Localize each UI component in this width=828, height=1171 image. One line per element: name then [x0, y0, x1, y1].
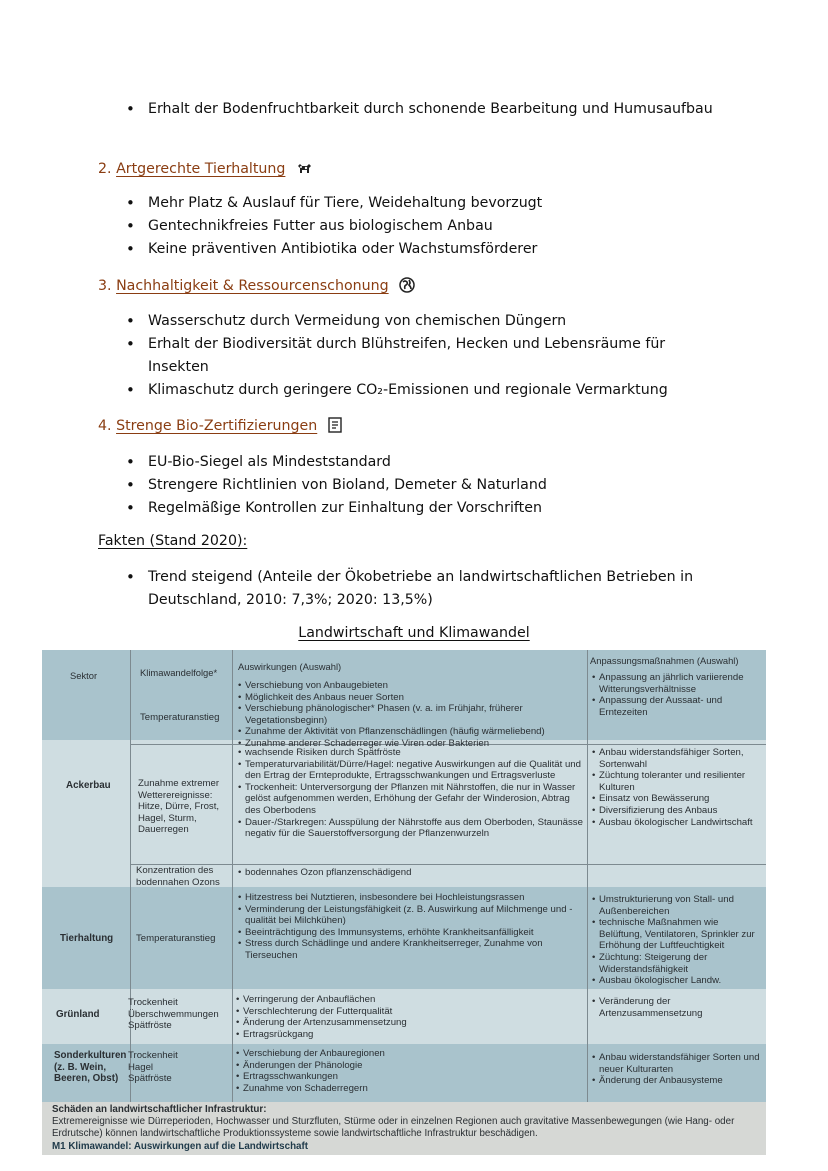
massnahmen-cell	[592, 747, 760, 828]
list-item: • EU-Bio-Siegel als Mindeststandard	[120, 451, 720, 474]
folge-cell: Temperaturanstieg	[140, 712, 220, 723]
footer-title: Schäden an landwirtschaftlicher Infrastruktur:	[52, 1104, 267, 1115]
table-row: • Stress durch Schädlinge und andere Krankheitserreger, Zunahme von Tierseuchen	[238, 938, 583, 961]
table-row: • Zunahme von Schaderregern	[236, 1083, 581, 1095]
table-row: • Ausbau ökologischer Landw.	[592, 975, 762, 987]
table-row: • Zunahme anderer Schaderreger wie Viren oder Bakterien	[238, 738, 583, 750]
massnahmen-cell	[592, 672, 760, 718]
facts-list	[120, 566, 720, 612]
table-row: • Anbau widerstandsfähiger Sorten und neuer Kulturarten	[592, 1052, 760, 1075]
table-row: • Anbau widerstandsfähiger Sorten, Sortenwahl	[592, 747, 760, 770]
table-row: • Verschiebung phänologischer* Phasen (v. a. im Frühjahr, früherer Vegetationsbeginn)	[238, 703, 583, 726]
table-row: • Änderungen der Phänologie	[236, 1060, 581, 1072]
footer-text: Extremereignisse wie Dürreperioden, Hochwasser und Sturzfluten, Stürme oder in einzelnen Regionen auch gravitative Massenbewegungen (wie Hang- oder Erdrutsche) können landwirtschaftliche Produktionssysteme sowie landwirtschaftliche Infrastruktur beschädigen.	[52, 1116, 735, 1139]
globe-icon	[399, 277, 415, 300]
table-row: • Verringerung der Anbauflächen	[236, 994, 581, 1006]
table-row: • Einsatz von Bewässerung	[592, 793, 760, 805]
table-row: • Beeinträchtigung des Immunsystems, erhöhte Krankheitsanfälligkeit	[238, 927, 583, 939]
table-row: • Änderung der Anbausysteme	[592, 1075, 760, 1087]
sektor-sonderkulturen: Sonderkulturen (z. B. Wein, Beeren, Obst)	[54, 1050, 127, 1085]
list-item: • Regelmäßige Kontrollen zur Einhaltung der Vorschriften	[120, 497, 720, 520]
table-row: • Temperaturvariabilität/Dürre/Hagel: negative Auswirkungen auf die Qualität und den Ertrag der Ernteprodukte, Ertragsschwankungen und Ertragsverluste	[238, 759, 583, 782]
section-heading-zertifizierung	[98, 415, 342, 440]
col-header-sektor: Sektor	[70, 670, 98, 681]
table-row: • Verschiebung von Anbaugebieten	[238, 680, 583, 692]
table-row: • Züchtung: Steigerung der Widerstandsfähigkeit	[592, 952, 762, 975]
list-item: • Klimaschutz durch geringere CO₂-Emissionen und regionale Vermarktung	[120, 379, 720, 402]
cow-icon	[296, 161, 312, 183]
facts-heading: Fakten (Stand 2020):	[98, 533, 248, 549]
section-heading-nachhaltigkeit	[98, 275, 415, 300]
table-row: • Trockenheit: Unterversorgung der Pflanzen mit Nährstoffen, die nur in Wasser gelöst aufgenommen werden, Erhöhung der Gefahr der Winderosion, Abtrag des Oberbodens	[238, 782, 583, 817]
folge-cell: Temperaturanstieg	[136, 933, 216, 944]
auswirkungen-cell	[236, 1048, 581, 1094]
folge-cell: Trockenheit Hagel Spätfröste	[128, 1050, 178, 1085]
table-row: • Verschlechterung der Futterqualität	[236, 1006, 581, 1018]
table-title: Landwirtschaft und Klimawandel	[298, 625, 530, 641]
massnahmen-cell	[592, 894, 762, 987]
col-header-auswirkungen: Auswirkungen (Auswahl)	[238, 661, 342, 672]
table-row: • Diversifizierung des Anbaus	[592, 805, 760, 817]
list-item: • Mehr Platz & Auslauf für Tiere, Weidehaltung bevorzugt	[120, 192, 720, 215]
table-row: • wachsende Risiken durch Spätfröste	[238, 747, 583, 759]
divider	[232, 650, 233, 1102]
section-title[interactable]: Nachhaltigkeit & Ressourcenschonung	[116, 278, 389, 294]
auswirkungen-cell	[238, 747, 583, 840]
table-caption: M1 Klimawandel: Auswirkungen auf die Landwirtschaft	[52, 1141, 309, 1152]
list-item: • Strengere Richtlinien von Bioland, Demeter & Naturland	[120, 474, 720, 497]
table-row: • Ertragsrückgang	[236, 1029, 581, 1041]
folge-cell: Konzentration des bodennahen Ozons	[136, 865, 220, 888]
folge-cell: Zunahme extremer Wetterereignisse: Hitze, Dürre, Frost, Hagel, Sturm, Dauerregen	[138, 778, 220, 836]
section-title[interactable]: Strenge Bio-Zertifizierungen	[116, 418, 318, 434]
divider	[130, 650, 131, 1102]
massnahmen-cell	[592, 996, 760, 1019]
sektor-gruenland: Grünland	[56, 1009, 100, 1020]
folge-cell: Trockenheit Überschwemmungen Spätfröste	[128, 997, 219, 1032]
table-row: • Zunahme der Aktivität von Pflanzenschädlingen (häufig wärmeliebend)	[238, 726, 583, 738]
table-row: • Ertragsschwankungen	[236, 1071, 581, 1083]
section-list	[120, 310, 720, 402]
auswirkungen-cell	[238, 867, 583, 879]
section-list	[120, 451, 720, 520]
table-row: • Verschiebung der Anbauregionen	[236, 1048, 581, 1060]
table-row: • Dauer-/Starkregen: Ausspülung der Nährstoffe aus dem Oberboden, Staunässe negativ für die Sauerstoffversorgung der Pflanzenwurzeln	[238, 817, 583, 840]
sektor-tierhaltung: Tierhaltung	[60, 933, 114, 944]
section-number: 3.	[98, 278, 112, 294]
list-item: • Trend steigend (Anteile der Ökobetriebe an landwirtschaftlichen Betrieben in Deutschland, 2010: 7,3%; 2020: 13,5%)	[120, 566, 720, 612]
table-row: • Umstrukturierung von Stall- und Außenbereichen	[592, 894, 762, 917]
table-row: • Möglichkeit des Anbaus neuer Sorten	[238, 692, 583, 704]
section-list	[120, 192, 720, 261]
table-row: • Anpassung an jährlich variierende Witterungsverhältnisse	[592, 672, 760, 695]
auswirkungen-cell	[238, 892, 583, 962]
col-header-folge: Klimawandelfolge*	[140, 667, 218, 678]
table-row: • Veränderung der Artenzusammensetzung	[592, 996, 760, 1019]
auswirkungen-cell	[236, 994, 581, 1040]
table-row: • Änderung der Artenzusammensetzung	[236, 1017, 581, 1029]
table-row: • Anpassung der Aussaat- und Erntezeiten	[592, 695, 760, 718]
section-heading-tierhaltung	[98, 158, 312, 183]
table-row: • Züchtung toleranter und resilienter Kulturen	[592, 770, 760, 793]
climate-table-photo	[42, 650, 766, 1155]
table-row: • Ausbau ökologischer Landwirtschaft	[592, 817, 760, 829]
table-row: • Verminderung der Leistungsfähigkeit (z. B. Auswirkung auf Milchmenge und -qualität bei Milchkühen)	[238, 904, 583, 927]
list-item: • Erhalt der Biodiversität durch Blühstreifen, Hecken und Lebensräume für Insekten	[120, 333, 720, 379]
list-item: • Gentechnikfreies Futter aus biologischem Anbau	[120, 215, 720, 238]
document-icon	[328, 417, 342, 440]
divider	[587, 650, 588, 1102]
table-row: • Hitzestress bei Nutztieren, insbesondere bei Hochleistungsrassen	[238, 892, 583, 904]
auswirkungen-cell	[238, 680, 583, 750]
list-item: • Keine präventiven Antibiotika oder Wachstumsförderer	[120, 238, 720, 261]
section-title[interactable]: Artgerechte Tierhaltung	[116, 161, 286, 177]
table-row: • bodennahes Ozon pflanzenschädigend	[238, 867, 583, 879]
massnahmen-cell	[592, 1052, 760, 1087]
intro-list	[120, 98, 720, 121]
sektor-ackerbau: Ackerbau	[66, 780, 111, 791]
section-number: 2.	[98, 161, 112, 177]
section-number: 4.	[98, 418, 112, 434]
table-row: • technische Maßnahmen wie Belüftung, Ventilatoren, Sprinkler zur Erhöhung der Luftfeuchtigkeit	[592, 917, 762, 952]
col-header-massnahmen: Anpassungsmaßnahmen (Auswahl)	[590, 655, 739, 666]
list-item: • Erhalt der Bodenfruchtbarkeit durch schonende Bearbeitung und Humusaufbau	[120, 98, 720, 121]
list-item: • Wasserschutz durch Vermeidung von chemischen Düngern	[120, 310, 720, 333]
